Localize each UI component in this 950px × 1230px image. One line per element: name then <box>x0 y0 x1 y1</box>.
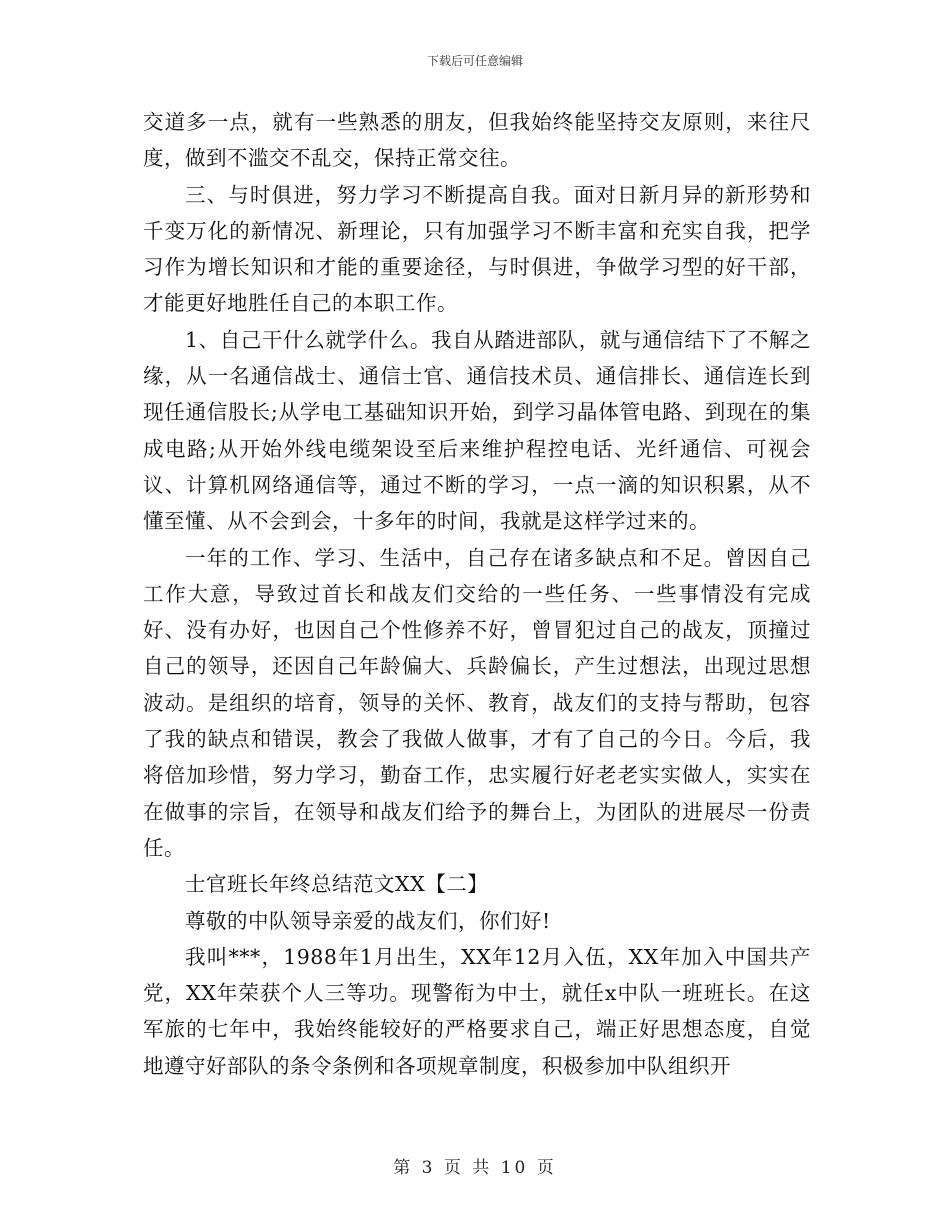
salutation: 尊敬的中队领导亲爱的战友们，你们好! <box>185 908 551 933</box>
paragraph: 交道多一点，就有一些熟悉的朋友，但我始终能坚持交友原则，来往尺度，做到不滥交不乱交，保持正常交往。 <box>143 110 811 171</box>
page-number-footer: 第 3 页 共 10 页 <box>393 1158 557 1178</box>
section-heading: 士官班长年终总结范文XX【二】 <box>185 872 489 897</box>
paragraph: 三、与时俱进，努力学习不断提高自我。面对日新月异的新形势和千变万化的新情况、新理论，只有加强学习不断丰富和充实自我，把学习作为增长知识和才能的重要途径，与时俱进，争做学习型的好干部，才能更好地胜任自己的本职工作。 <box>143 182 811 316</box>
page-header: 下载后可任意编辑 <box>426 54 523 68</box>
document-body <box>143 104 811 1084</box>
paragraph: 1、自己干什么就学什么。我自从踏进部队，就与通信结下了不解之缘，从一名通信战士、通信士官、通信技术员、通信排长、通信连长到现任通信股长;从学电工基础知识开始，到学习晶体管电路、到现在的集成电路;从开始外线电缆架设至后来维护程控电话、光纤通信、可视会议、计算机网络通信等，通过不断的学习，一点一滴的知识积累，从不懂至懂、从不会到会，十多年的时间，我就是这样学过来的。 <box>143 327 811 534</box>
paragraph: 一年的工作、学习、生活中，自己存在诸多缺点和不足。曾因自己工作大意，导致过首长和战友们交给的一些任务、一些事情没有完成好、没有办好，也因自己个性修养不好，曾冒犯过自己的战友，顶撞过自己的领导，还因自己年龄偏大、兵龄偏长，产生过想法，出现过思想波动。是组织的培育，领导的关怀、教育，战友们的支持与帮助，包容了我的缺点和错误，教会了我做人做事，才有了自己的今日。今后，我将倍加珍惜，努力学习，勤奋工作，忠实履行好老老实实做人，实实在在做事的宗旨，在领导和战友们给予的舞台上，为团队的进展尽一份责任。 <box>143 545 811 860</box>
paragraph: 我叫***，1988年1月出生，XX年12月入伍，XX年加入中国共产党，XX年荣获个人三等功。现警衔为中士，就任x中队一班班长。在这军旅的七年中，我始终能较好的严格要求自己，端正好思想态度，自觉地遵守好部队的条令条例和各项规章制度，积极参加中队组织开 <box>143 944 811 1078</box>
